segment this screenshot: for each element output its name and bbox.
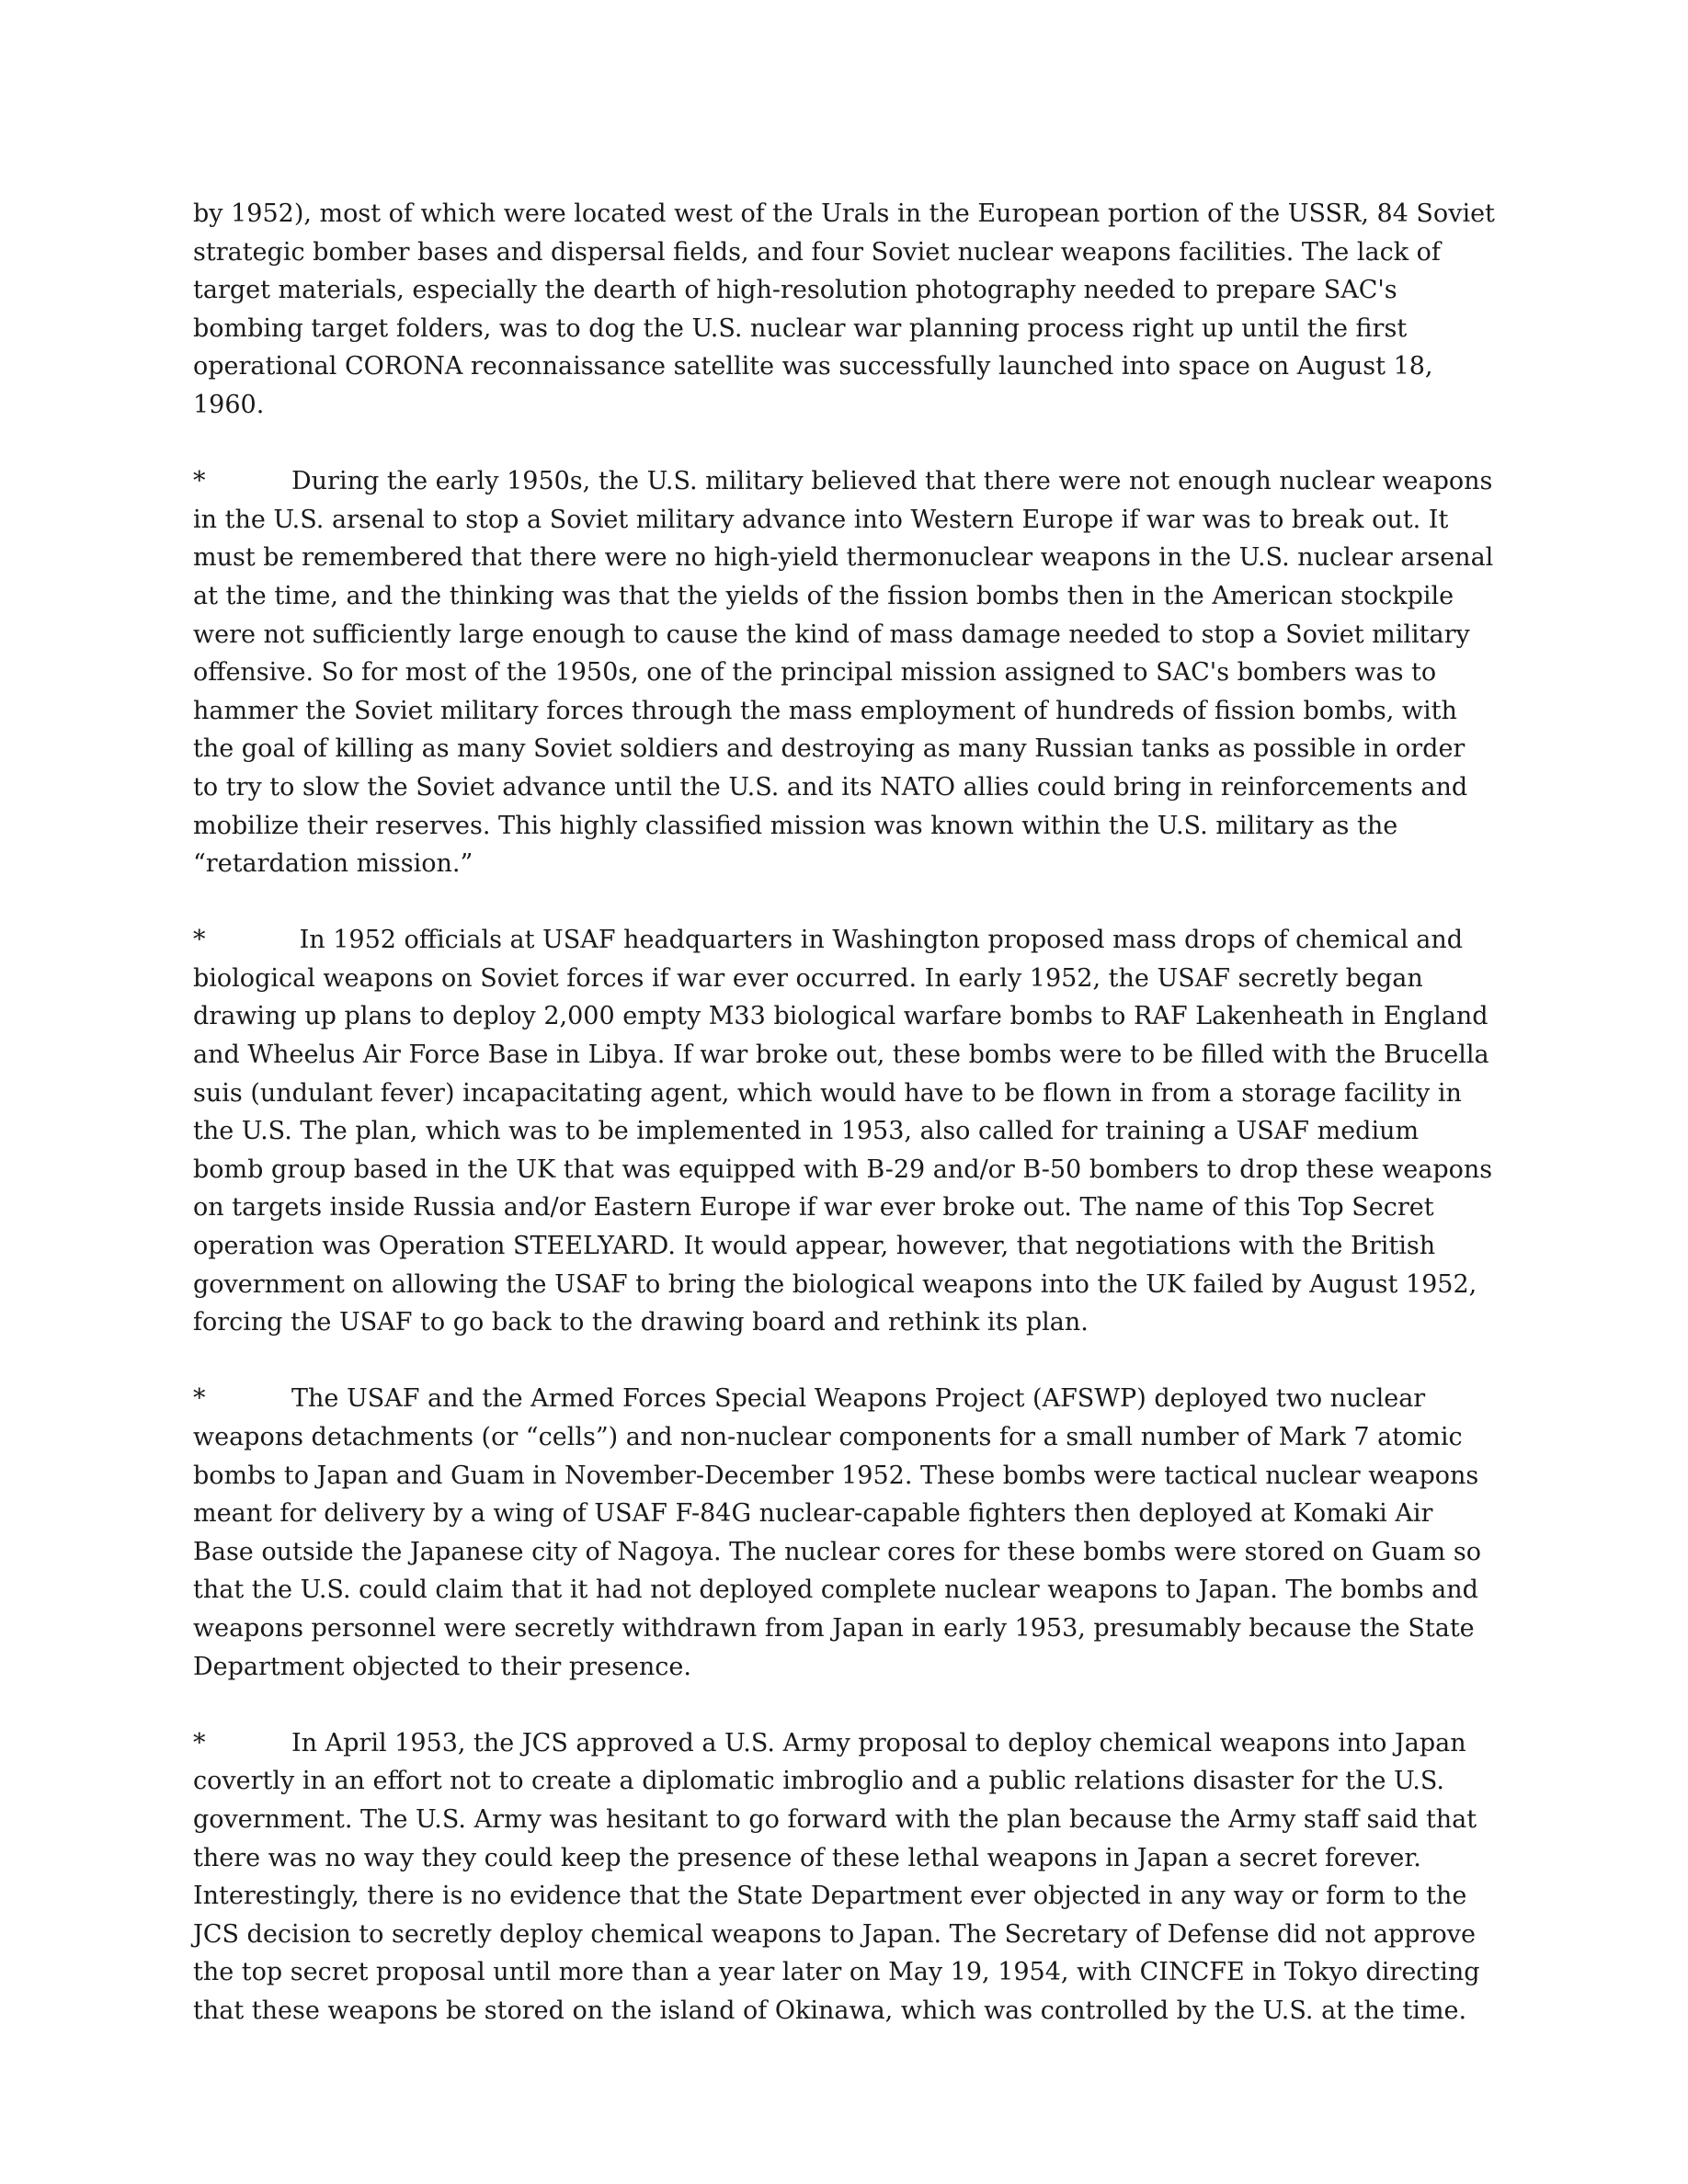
bullet-marker: *	[193, 1728, 206, 1757]
paragraph-text: by 1952), most of which were located west of the Urals in the European portion of the USSR, 84 Soviet strategic bomber bases and dispersal fields, and four Soviet nuclear weapons facilities. The lack of target materials, especially the dearth of high-resolution photography needed to prepare SAC's bombing target folders, was to dog the U.S. nuclear war planning process right up until the first operational CORONA reconnaissance satellite was successfully launched into space on August 18, 1960.	[193, 199, 1495, 419]
paragraph-retardation-mission	[193, 462, 1495, 883]
paragraph-continuation	[193, 195, 1495, 425]
paragraph-text: In 1952 officials at USAF headquarters in Washington proposed mass drops of chemical and biological weapons on Soviet forces if war ever occurred. In early 1952, the USAF secretly began drawing up plans to deploy 2,000 empty M33 biological warfare bombs to RAF Lakenheath in England and Wheelus Air Force Base in Libya. If war broke out, these bombs were to be filled with the Brucella suis (undulant fever) incapacitating agent, which would have to be flown in from a storage facility in the U.S. The plan, which was to be implemented in 1953, also called for training a USAF medium bomb group based in the UK that was equipped with B-29 and/or B-50 bombers to drop these weapons on targets inside Russia and/or Eastern Europe if war ever broke out. The name of this Top Secret operation was Operation STEELYARD. It would appear, however, that negotiations with the British government on allowing the USAF to bring the biological weapons into the UK failed by August 1952, forcing the USAF to go back to the drawing board and rethink its plan.	[193, 926, 1493, 1337]
paragraph-chemical-weapons	[193, 1724, 1495, 2030]
bullet-marker: *	[193, 467, 206, 496]
document-page	[193, 195, 1495, 2068]
paragraph-text: During the early 1950s, the U.S. military believed that there were not enough nuclear weapons in the U.S. arsenal to stop a Soviet military advance into Western Europe if war was to break out. It must be remembered that there were no high-yield thermonuclear weapons in the U.S. nuclear arsenal at the time, and the thinking was that the yields of the fission bombs then in the American stockpile were not sufficiently large enough to cause the kind of mass damage needed to stop a Soviet military offensive. So for most of the 1950s, one of the principal mission assigned to SAC's bombers was to hammer the Soviet military forces through the mass employment of hundreds of fission bombs, with the goal of killing as many Soviet soldiers and destroying as many Russian tanks as possible in order to try to slow the Soviet advance until the U.S. and its NATO allies could bring in reinforcements and mobilize their reserves. This highly classified mission was known within the U.S. military as the “retardation mission.”	[193, 467, 1494, 879]
paragraph-text: The USAF and the Armed Forces Special Weapons Project (AFSWP) deployed two nuclear weapons detachments (or “cells”) and non-nuclear components for a small number of Mark 7 atomic bombs to Japan and Guam in November-December 1952. These bombs were tactical nuclear weapons meant for delivery by a wing of USAF F-84G nuclear-capable fighters then deployed at Komaki Air Base outside the Japanese city of Nagoya. The nuclear cores for these bombs were stored on Guam so that the U.S. could claim that it had not deployed complete nuclear weapons to Japan. The bombs and weapons personnel were secretly withdrawn from Japan in early 1953, presumably because the State Department objected to their presence.	[193, 1384, 1481, 1681]
paragraph-steelyard	[193, 921, 1495, 1342]
bullet-marker: *	[193, 926, 206, 955]
paragraph-text: In April 1953, the JCS approved a U.S. Army proposal to deploy chemical weapons into Japan covertly in an effort not to create a diplomatic imbroglio and a public relations disaster for the U.S. government. The U.S. Army was hesitant to go forward with the plan because the Army staff said that there was no way they could keep the presence of these lethal weapons in Japan a secret forever. Interestingly, there is no evidence that the State Department ever objected in any way or form to the JCS decision to secretly deploy chemical weapons to Japan. The Secretary of Defense did not approve the top secret proposal until more than a year later on May 19, 1954, with CINCFE in Tokyo directing that these weapons be stored on the island of Okinawa, which was controlled by the U.S. at the time.	[193, 1728, 1480, 2025]
bullet-marker: *	[193, 1384, 206, 1414]
paragraph-japan-guam	[193, 1380, 1495, 1686]
